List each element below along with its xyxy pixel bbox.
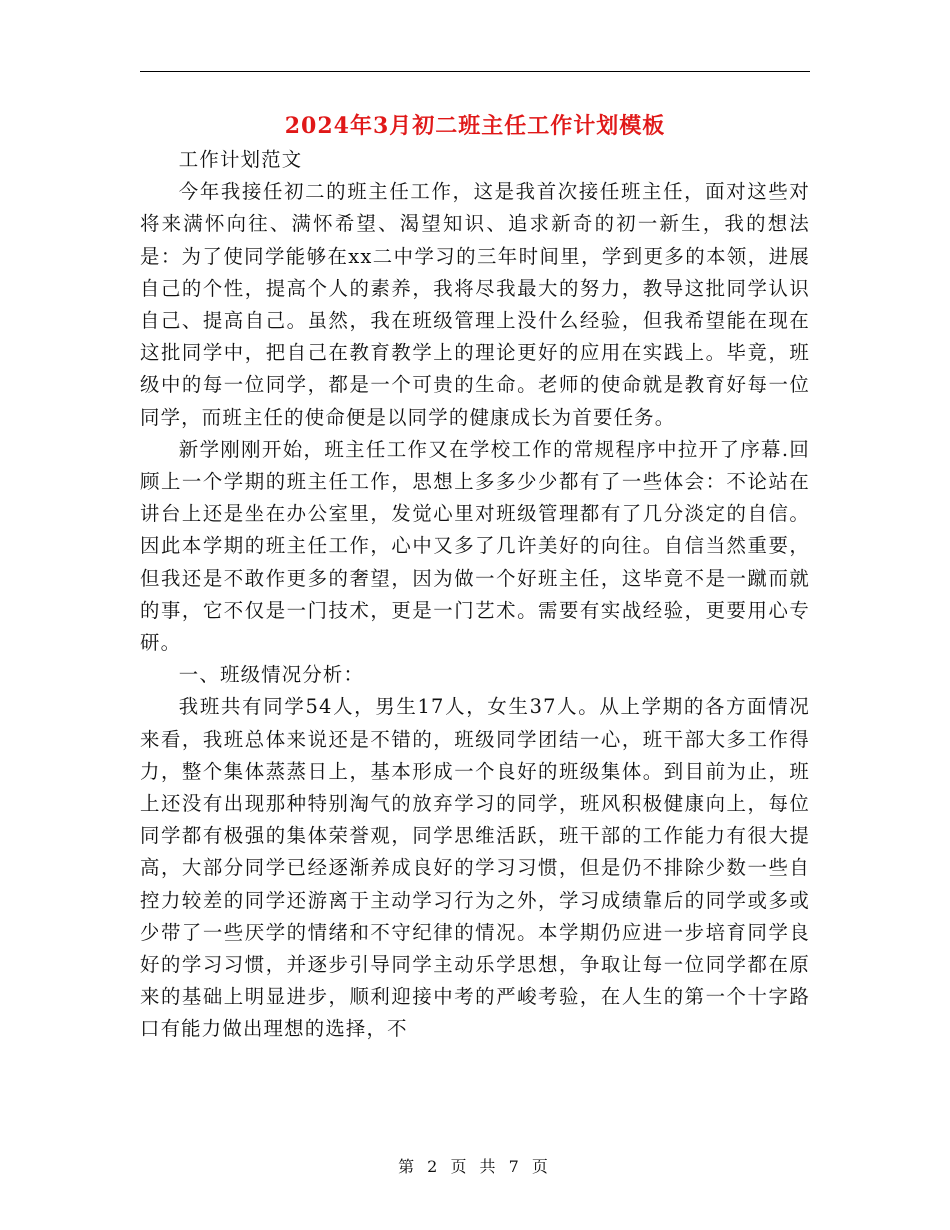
paragraph-class-analysis: 我班共有同学54人，男生17人，女生37人。从上学期的各方面情况来看，我班总体来说还是不错的，班级同学团结一心，班干部大多工作得力，整个集体蒸蒸日上，基本形成一个良好的班级集体。到目前为止，班上还没有出现那种特别淘气的放弃学习的同学，班风积极健康向上，每位同学都有极强的集体荣誉观，同学思维活跃，班干部的工作能力有很大提高，大部分同学已经逐渐养成良好的学习习惯，但是仍不排除少数一些自控力较差的同学还游离于主动学习行为之外，学习成绩靠后的同学或多或少带了一些厌学的情绪和不守纪律的情况。本学期仍应进一步培育同学良好的学习习惯，并逐步引导同学主动乐学思想，争取让每一位同学都在原来的基础上明显进步，顺利迎接中考的严峻考验，在人生的第一个十字路口有能力做出理想的选择，不	[140, 695, 810, 1041]
document-title: 2024年3月初二班主任工作计划模板	[284, 113, 666, 139]
paragraph-new-term: 新学刚刚开始，班主任工作又在学校工作的常规程序中拉开了序幕.回顾上一个学期的班主任工作，思想上多多少少都有了一些体会：不论站在讲台上还是坐在办公室里，发觉心里对班级管理都有了几分淡定的自信。因此本学期的班主任工作，心中又多了几许美好的向往。自信当然重要，但我还是不敢作更多的奢望，因为做一个好班主任，这毕竟不是一蹴而就的事，它不仅是一门技术，更是一门艺术。需要有实战经验，更要用心专研。	[140, 437, 810, 655]
header-rule	[140, 71, 810, 72]
section-heading-class-analysis: 一、班级情况分析：	[178, 663, 365, 687]
paragraph-intro: 今年我接任初二的班主任工作，这是我首次接任班主任，面对这些对将来满怀向往、满怀希望、渴望知识、追求新奇的初一新生，我的想法是：为了使同学能够在xx二中学习的三年时间里，学到更多的本领，进展自己的个性，提高个人的素养，我将尽我最大的努力，教导这批同学认识自己、提高自己。虽然，我在班级管理上没什么经验，但我希望能在现在这批同学中，把自己在教育教学上的理论更好的应用在实践上。毕竟，班级中的每一位同学，都是一个可贵的生命。老师的使命就是教育好每一位同学，而班主任的使命便是以同学的健康成长为首要任务。	[140, 180, 810, 429]
paragraph-subtitle: 工作计划范文	[178, 148, 303, 171]
page-number-footer: 第 2 页 共 7 页	[398, 1157, 552, 1176]
document-body	[140, 144, 810, 1046]
